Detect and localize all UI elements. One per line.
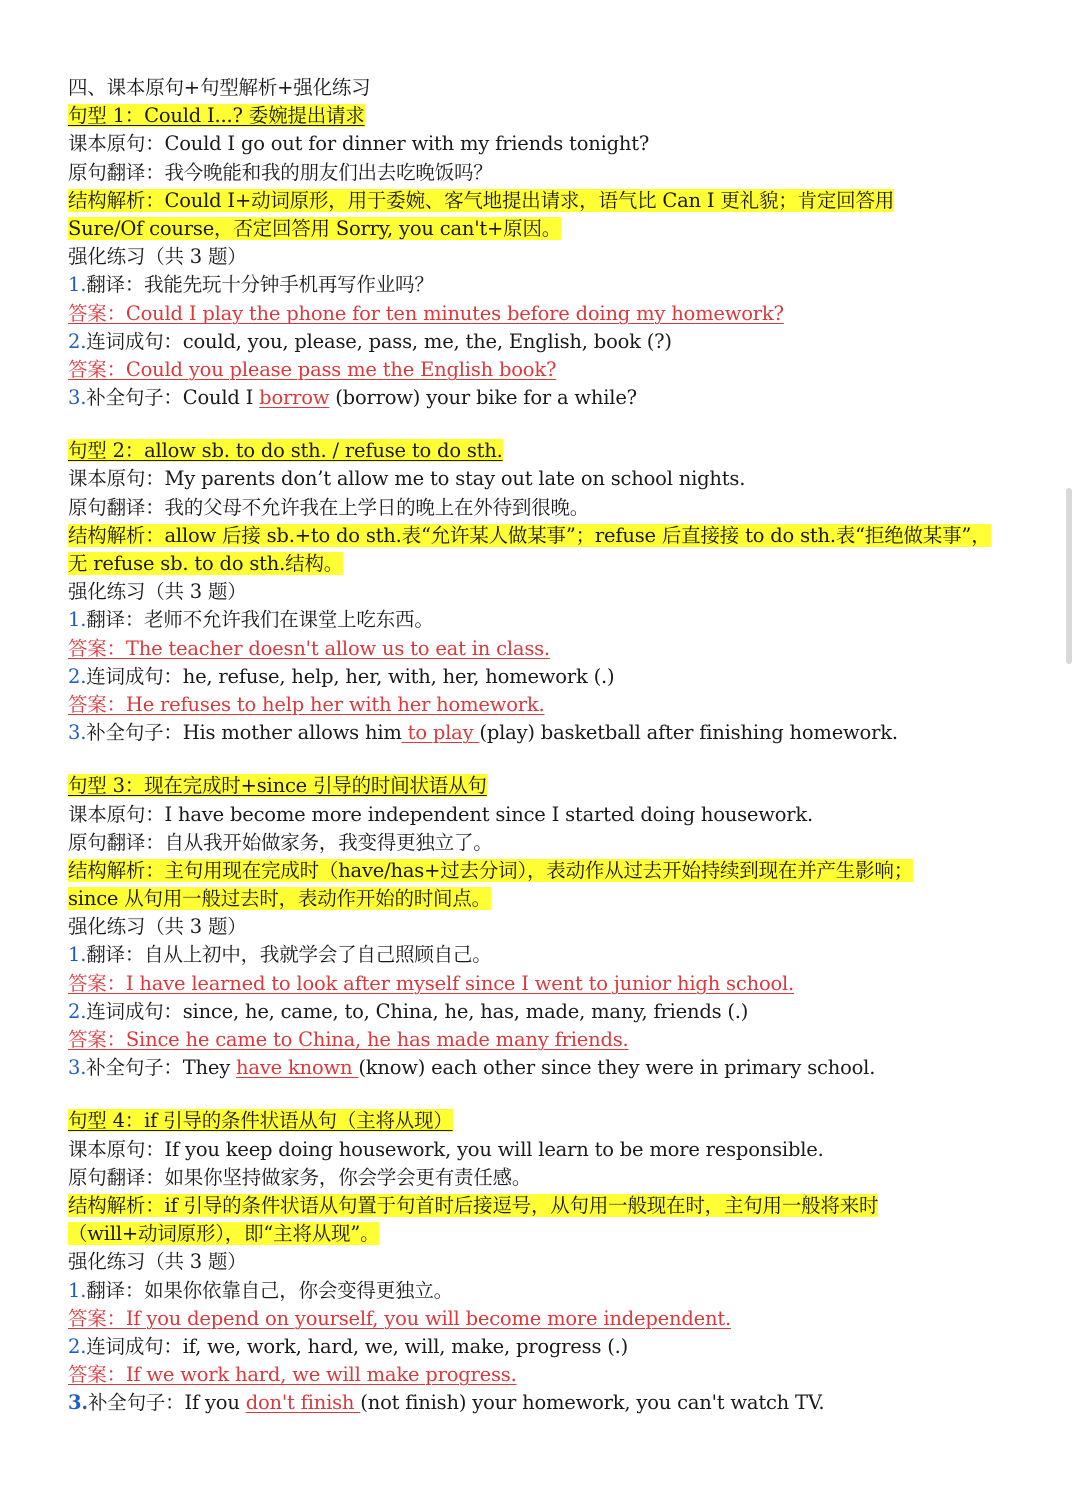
question-number: 1.: [68, 943, 87, 967]
pattern-section: [68, 102, 1028, 412]
question-3: [68, 1054, 1028, 1082]
answer-1: 答案：I have learned to look after myself since I went to junior high school.: [68, 971, 795, 995]
sentence-translation: 原句翻译：我的父母不允许我在上学日的晚上在外待到很晚。: [68, 495, 590, 519]
section-spacer: [68, 412, 1028, 437]
question-number: 1.: [68, 273, 87, 297]
sentence-translation: 原句翻译：我今晚能和我的朋友们出去吃晚饭吗？: [68, 160, 493, 184]
question-text: 翻译：自从上初中，我就学会了自己照顾自己。: [86, 943, 492, 967]
answer-1: 答案：The teacher doesn't allow us to eat in class.: [68, 636, 550, 660]
question-text: 连词成句：could, you, please, pass, me, the, English, book (?): [86, 329, 672, 353]
practice-title: 强化练习（共 3 题）: [68, 1250, 247, 1274]
question-prefix: 补全句子：They: [86, 1056, 237, 1080]
question-number: 3.: [68, 386, 87, 410]
question-text: 翻译：我能先玩十分钟手机再写作业吗？: [86, 273, 434, 297]
structure-analysis-line-2: since 从句用一般过去时，表动作开始的时间点。: [68, 887, 491, 911]
question-1: [68, 941, 1028, 969]
practice-title: 强化练习（共 3 题）: [68, 915, 247, 939]
question-prefix: 补全句子：If you: [87, 1391, 246, 1415]
pattern-heading: 句型 3：现在完成时+since 引导的时间状语从句: [68, 774, 487, 798]
section-spacer: [68, 747, 1028, 772]
page-title: 四、课本原句+句型解析+强化练习: [68, 76, 371, 99]
question-number: 2.: [68, 329, 87, 353]
question-text: 翻译：老师不允许我们在课堂上吃东西。: [86, 608, 434, 632]
question-suffix: (borrow) your bike for a while?: [329, 386, 637, 410]
question-text: 连词成句：since, he, came, to, China, he, has, made, many, friends (.): [86, 999, 749, 1023]
question-1: [68, 606, 1028, 634]
section-spacer: [68, 1082, 1028, 1107]
sentence-translation: 原句翻译：如果你坚持做家务，你会学会更有责任感。: [68, 1165, 532, 1189]
sections-container: [68, 102, 1028, 1417]
original-sentence: 课本原句：I have become more independent since I started doing housework.: [68, 802, 814, 826]
question-number: 1.: [68, 608, 87, 632]
question-prefix: 补全句子：Could I: [86, 386, 260, 410]
original-sentence: 课本原句：If you keep doing housework, you will learn to be more responsible.: [68, 1137, 824, 1161]
structure-analysis-line-1: 结构解析：主句用现在完成时（have/has+过去分词），表动作从过去开始持续到现在并产生影响；: [68, 858, 913, 882]
fill-blank-answer: to play: [401, 721, 480, 745]
question-1: [68, 1277, 1028, 1305]
answer-2: 答案：If we work hard, we will make progress.: [68, 1363, 517, 1387]
question-suffix: (play) basketball after finishing homework.: [479, 721, 898, 745]
question-2: [68, 663, 1028, 691]
structure-analysis-line-1: 结构解析：if 引导的条件状语从句置于句首时后接逗号，从句用一般现在时，主句用一般将来时: [68, 1193, 879, 1217]
question-number: 1.: [68, 1278, 87, 1302]
practice-title: 强化练习（共 3 题）: [68, 245, 247, 269]
question-suffix: (not finish) your homework, you can't watch TV.: [360, 1391, 825, 1415]
pattern-heading: 句型 2：allow sb. to do sth. / refuse to do sth.: [68, 439, 503, 463]
question-suffix: (know) each other since they were in primary school.: [358, 1056, 876, 1080]
pattern-section: [68, 1107, 1028, 1417]
structure-analysis-line-1: 结构解析：Could I+动词原形，用于委婉、客气地提出请求，语气比 Can I 更礼貌；肯定回答用: [68, 188, 895, 212]
question-prefix: 补全句子：His mother allows him: [86, 721, 402, 745]
question-number: 2.: [68, 1334, 87, 1358]
question-2: [68, 998, 1028, 1026]
answer-1: 答案：Could I play the phone for ten minutes before doing my homework?: [68, 301, 784, 325]
pattern-heading: 句型 4：if 引导的条件状语从句（主将从现）: [68, 1109, 453, 1133]
fill-blank-answer: have known: [236, 1056, 359, 1080]
question-number: 3.: [68, 1391, 88, 1415]
answer-1: 答案：If you depend on yourself, you will become more independent.: [68, 1306, 731, 1330]
question-text: 连词成句：he, refuse, help, her, with, her, homework (.): [86, 664, 615, 688]
answer-2: 答案：Could you please pass me the English book?: [68, 357, 557, 381]
question-number: 3.: [68, 721, 87, 745]
sentence-translation: 原句翻译：自从我开始做家务，我变得更独立了。: [68, 830, 493, 854]
structure-analysis-line-2: （will+动词原形），即“主将从现”。: [68, 1222, 380, 1246]
question-3: [68, 719, 1028, 747]
question-number: 2.: [68, 999, 87, 1023]
fill-blank-answer: borrow: [259, 386, 330, 410]
pattern-section: [68, 437, 1028, 747]
question-number: 2.: [68, 664, 87, 688]
question-2: [68, 1333, 1028, 1361]
structure-analysis-line-2: Sure/Of course，否定回答用 Sorry, you can't+原因。: [68, 216, 562, 240]
fill-blank-answer: don't finish: [245, 1391, 361, 1415]
pattern-section: [68, 772, 1028, 1082]
pattern-heading: 句型 1：Could I...? 委婉提出请求: [68, 104, 365, 128]
question-2: [68, 328, 1028, 356]
practice-title: 强化练习（共 3 题）: [68, 580, 247, 604]
scrollbar-thumb[interactable]: [1066, 488, 1072, 664]
question-number: 3.: [68, 1056, 87, 1080]
structure-analysis-line-1: 结构解析：allow 后接 sb.+to do sth.表“允许某人做某事”；refuse 后直接接 to do sth.表“拒绝做某事”，: [68, 523, 991, 547]
question-3: [68, 1389, 1028, 1417]
answer-2: 答案：Since he came to China, he has made many friends.: [68, 1028, 629, 1051]
question-1: [68, 271, 1028, 299]
answer-2: 答案：He refuses to help her with her homework.: [68, 692, 545, 716]
question-3: [68, 384, 1028, 412]
original-sentence: 课本原句：My parents don’t allow me to stay out late on school nights.: [68, 467, 746, 491]
question-text: 翻译：如果你依靠自己，你会变得更独立。: [86, 1278, 453, 1302]
original-sentence: 课本原句：Could I go out for dinner with my friends tonight?: [68, 132, 650, 156]
question-text: 连词成句：if, we, work, hard, we, will, make, progress (.): [86, 1334, 629, 1358]
document-page: [68, 74, 1028, 1417]
structure-analysis-line-2: 无 refuse sb. to do sth.结构。: [68, 552, 344, 575]
